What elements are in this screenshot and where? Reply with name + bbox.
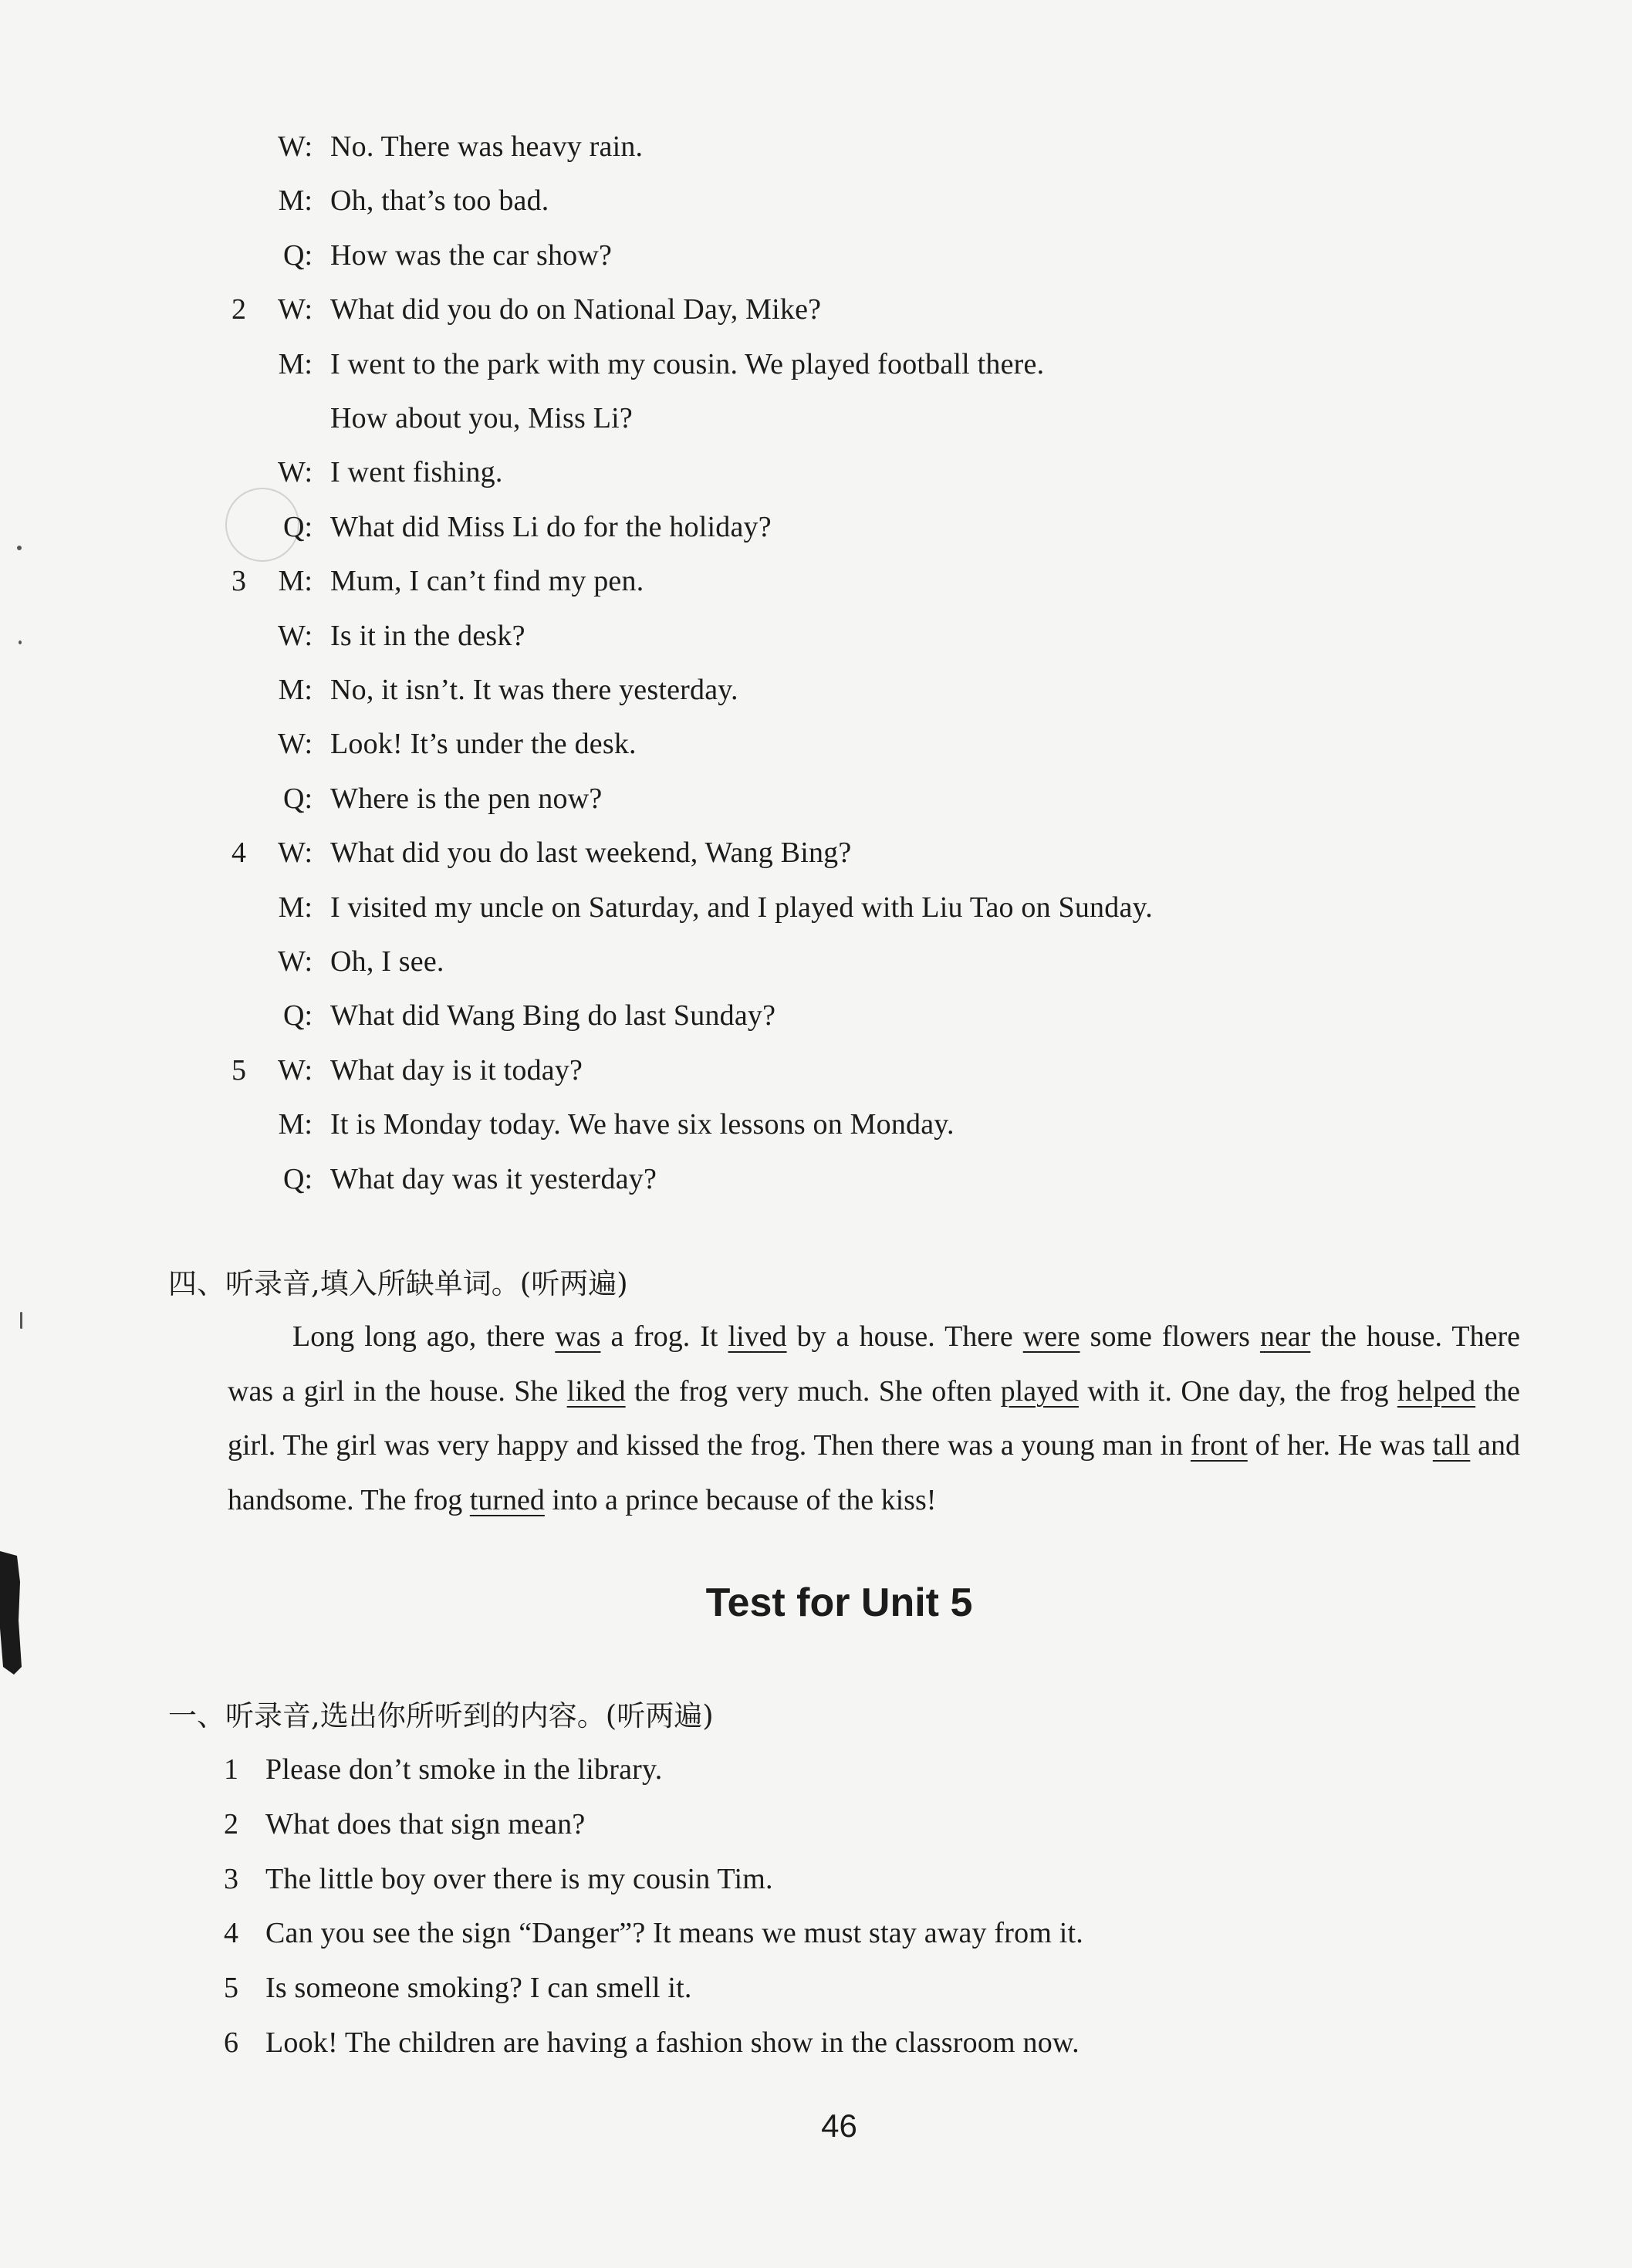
dialogue-text: I visited my uncle on Saturday, and I played with Liu Tao on Sunday. [330, 891, 1153, 924]
speaker-label: W: [277, 619, 313, 652]
dialogue-text: Look! It’s under the desk. [330, 728, 637, 761]
question-number: 4 [231, 837, 246, 870]
speaker-label: Q: [283, 999, 313, 1033]
dialogue-text: No, it isn’t. It was there yesterday. [330, 674, 738, 706]
dialogue-text: What did Miss Li do for the holiday? [330, 510, 772, 543]
section-four-heading: 四、听录音,填入所缺单词。(听两遍) [168, 1267, 628, 1300]
filled-blank-answer: turned [469, 1483, 545, 1516]
dialogue-text: What did Wang Bing do last Sunday? [330, 999, 776, 1033]
filled-blank-answer: were [1022, 1320, 1080, 1353]
speaker-label: Q: [283, 1162, 313, 1195]
speaker-label: W: [277, 130, 313, 163]
scan-speck [17, 546, 22, 550]
speaker-label: W: [277, 456, 313, 489]
dialogue-text: How was the car show? [330, 238, 613, 272]
passage-text: Long long ago, there [292, 1320, 556, 1353]
question-number: 5 [231, 1053, 246, 1087]
filled-blank-answer: was [555, 1320, 601, 1353]
filled-blank-answer: tall [1432, 1429, 1471, 1462]
item-number: 2 [224, 1807, 238, 1840]
unit-title: Test for Unit 5 [705, 1580, 973, 1625]
passage-text: into a prince because of the kiss! [544, 1483, 937, 1516]
speaker-label: M: [278, 1108, 313, 1141]
item-text: Look! The children are having a fashion show in the classroom now. [265, 2026, 1080, 2059]
speaker-label: Q: [283, 510, 313, 543]
speaker-label: W: [277, 293, 313, 326]
passage-text: by a house. There [786, 1320, 1023, 1353]
speaker-label: M: [278, 347, 313, 380]
item-number: 6 [224, 2026, 238, 2059]
dialogue-text: Is it in the desk? [330, 619, 525, 652]
dialogue-text: Mum, I can’t find my pen. [330, 565, 644, 598]
filled-blank-answer: played [1000, 1374, 1079, 1408]
item-number: 4 [224, 1917, 238, 1950]
question-number: 3 [231, 565, 246, 598]
dialogue-text: No. There was heavy rain. [330, 130, 644, 163]
passage-text: a frog. It [600, 1320, 728, 1353]
dialogue-text: It is Monday today. We have six lessons on Monday. [330, 1108, 955, 1141]
speaker-label: Q: [283, 782, 313, 815]
item-text: Please don’t smoke in the library. [265, 1753, 663, 1786]
item-text: What does that sign mean? [265, 1807, 586, 1840]
filled-blank-answer: front [1190, 1429, 1248, 1462]
speaker-label: M: [278, 891, 313, 924]
section-one-heading: 一、听录音,选出你所听到的内容。(听两遍) [168, 1699, 714, 1732]
passage-text: and handsome. The frog [228, 1429, 1521, 1516]
filled-blank-answer: lived [728, 1320, 787, 1353]
item-number: 5 [224, 1972, 238, 2005]
dialogue-text: What did you do on National Day, Mike? [330, 293, 822, 326]
dialogue-text: Oh, I see. [330, 945, 444, 978]
question-number: 2 [231, 293, 246, 326]
dialogue-text: Oh, that’s too bad. [330, 184, 549, 218]
dialogue-text: I went fishing. [330, 456, 503, 489]
filled-blank-answer: near [1259, 1320, 1311, 1353]
passage-text: the frog very much. She often [625, 1374, 1001, 1408]
speaker-label: W: [277, 837, 313, 870]
speaker-label: M: [278, 674, 313, 706]
binding-edge-mark [0, 1551, 23, 1675]
passage-text: of her. He was [1247, 1429, 1433, 1462]
scan-speck [20, 1312, 22, 1329]
scan-speck [19, 641, 22, 644]
dialogue-text: Where is the pen now? [330, 782, 603, 815]
dialogue-text: What day was it yesterday? [330, 1162, 657, 1195]
dialogue-text: How about you, Miss Li? [330, 402, 633, 434]
dialogue-text: I went to the park with my cousin. We played football there. [330, 347, 1045, 380]
speaker-label: Q: [283, 238, 313, 272]
passage-text: the girl. The girl was very happy and kissed the frog. Then there was a young man in [228, 1374, 1520, 1462]
speaker-label: M: [278, 565, 313, 598]
speaker-label: W: [277, 728, 313, 761]
speaker-label: M: [278, 184, 313, 218]
passage-text: with it. One day, the frog [1078, 1374, 1397, 1408]
dialogue-text: What did you do last weekend, Wang Bing? [330, 837, 852, 870]
page-number: 46 [821, 2107, 857, 2144]
passage-text: some flowers [1080, 1320, 1260, 1353]
speaker-label: W: [277, 945, 313, 978]
dialogue-text: What day is it today? [330, 1053, 583, 1087]
speaker-label: W: [277, 1053, 313, 1087]
passage-text: the house. There was a girl in the house. She [228, 1320, 1520, 1408]
filled-blank-answer: liked [566, 1374, 626, 1408]
cloze-passage [228, 1310, 1520, 1527]
filled-blank-answer: helped [1397, 1374, 1476, 1408]
item-text: Can you see the sign “Danger”? It means we must stay away from it. [265, 1917, 1083, 1950]
item-number: 1 [224, 1753, 238, 1786]
item-text: Is someone smoking? I can smell it. [265, 1972, 692, 2005]
item-text: The little boy over there is my cousin Tim. [265, 1862, 773, 1895]
item-number: 3 [224, 1862, 238, 1895]
